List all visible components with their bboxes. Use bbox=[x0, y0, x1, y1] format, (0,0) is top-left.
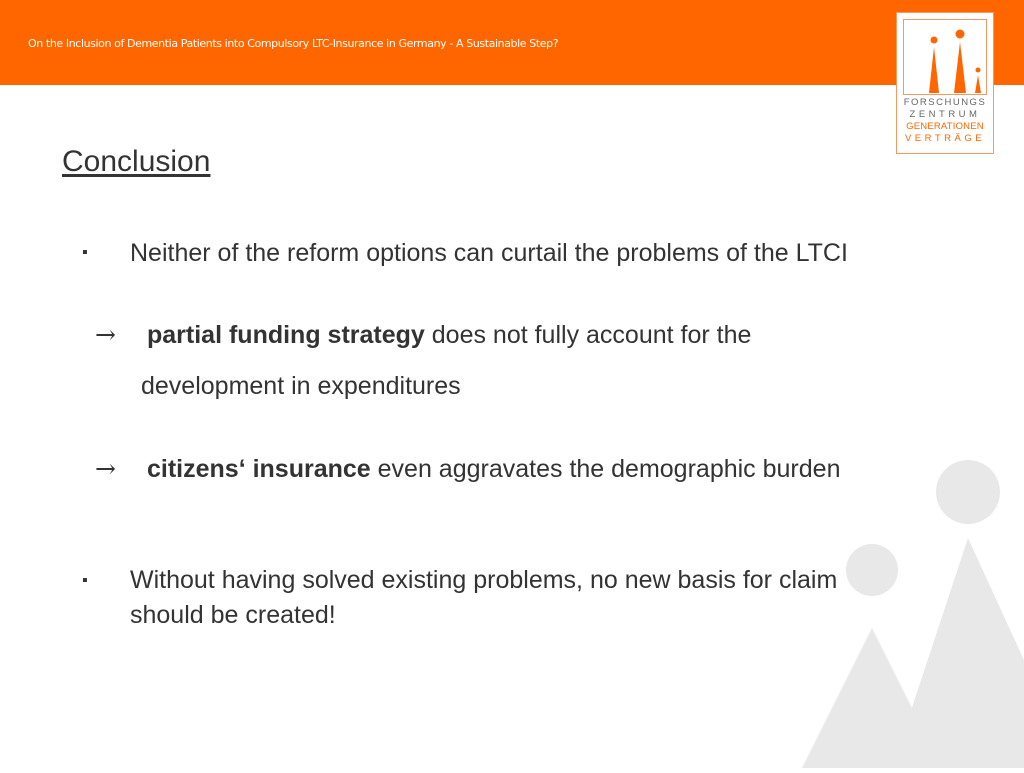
sub-point-1-bold: partial funding strategy bbox=[147, 321, 425, 349]
presentation-title: On the Inclusion of Dementia Patients into Compulsory LTC-Insurance in Germany - A Sustainable Step? bbox=[28, 37, 559, 50]
slide-title: Conclusion bbox=[62, 145, 211, 178]
sub-point-2-bold: citizens‘ insurance bbox=[147, 455, 371, 483]
point-2-line-1: Without having solved existing problems, no new basis for claim bbox=[130, 566, 838, 594]
institute-logo bbox=[896, 12, 994, 154]
arrow-icon: → bbox=[95, 320, 116, 349]
logo-figures-icon bbox=[903, 19, 987, 95]
sub-point-2-rest: even aggravates the demographic burden bbox=[370, 455, 841, 483]
bullet-icon: ▪ bbox=[82, 572, 88, 589]
logo-text-line-3: GENERATIONEN bbox=[906, 121, 984, 132]
sub-point-1-rest: does not fully account for the bbox=[424, 321, 752, 349]
sub-point-2 bbox=[147, 452, 840, 487]
point-2-text bbox=[130, 563, 837, 633]
sub-point-1-line-2: development in expenditures bbox=[141, 372, 461, 400]
bullet-icon: ▪ bbox=[82, 244, 88, 261]
point-1-text: Neither of the reform options can curtail the problems of the LTCI bbox=[130, 239, 848, 267]
arrow-icon: → bbox=[95, 454, 116, 483]
logo-text-line-4: VERTRÄGE bbox=[904, 133, 986, 144]
sub-point-1-line-1 bbox=[147, 318, 751, 353]
point-2-line-2: should be created! bbox=[130, 601, 336, 629]
logo-text-line-1: FORSCHUNGS bbox=[903, 97, 987, 108]
logo-text-line-2: ZENTRUM bbox=[909, 109, 981, 120]
